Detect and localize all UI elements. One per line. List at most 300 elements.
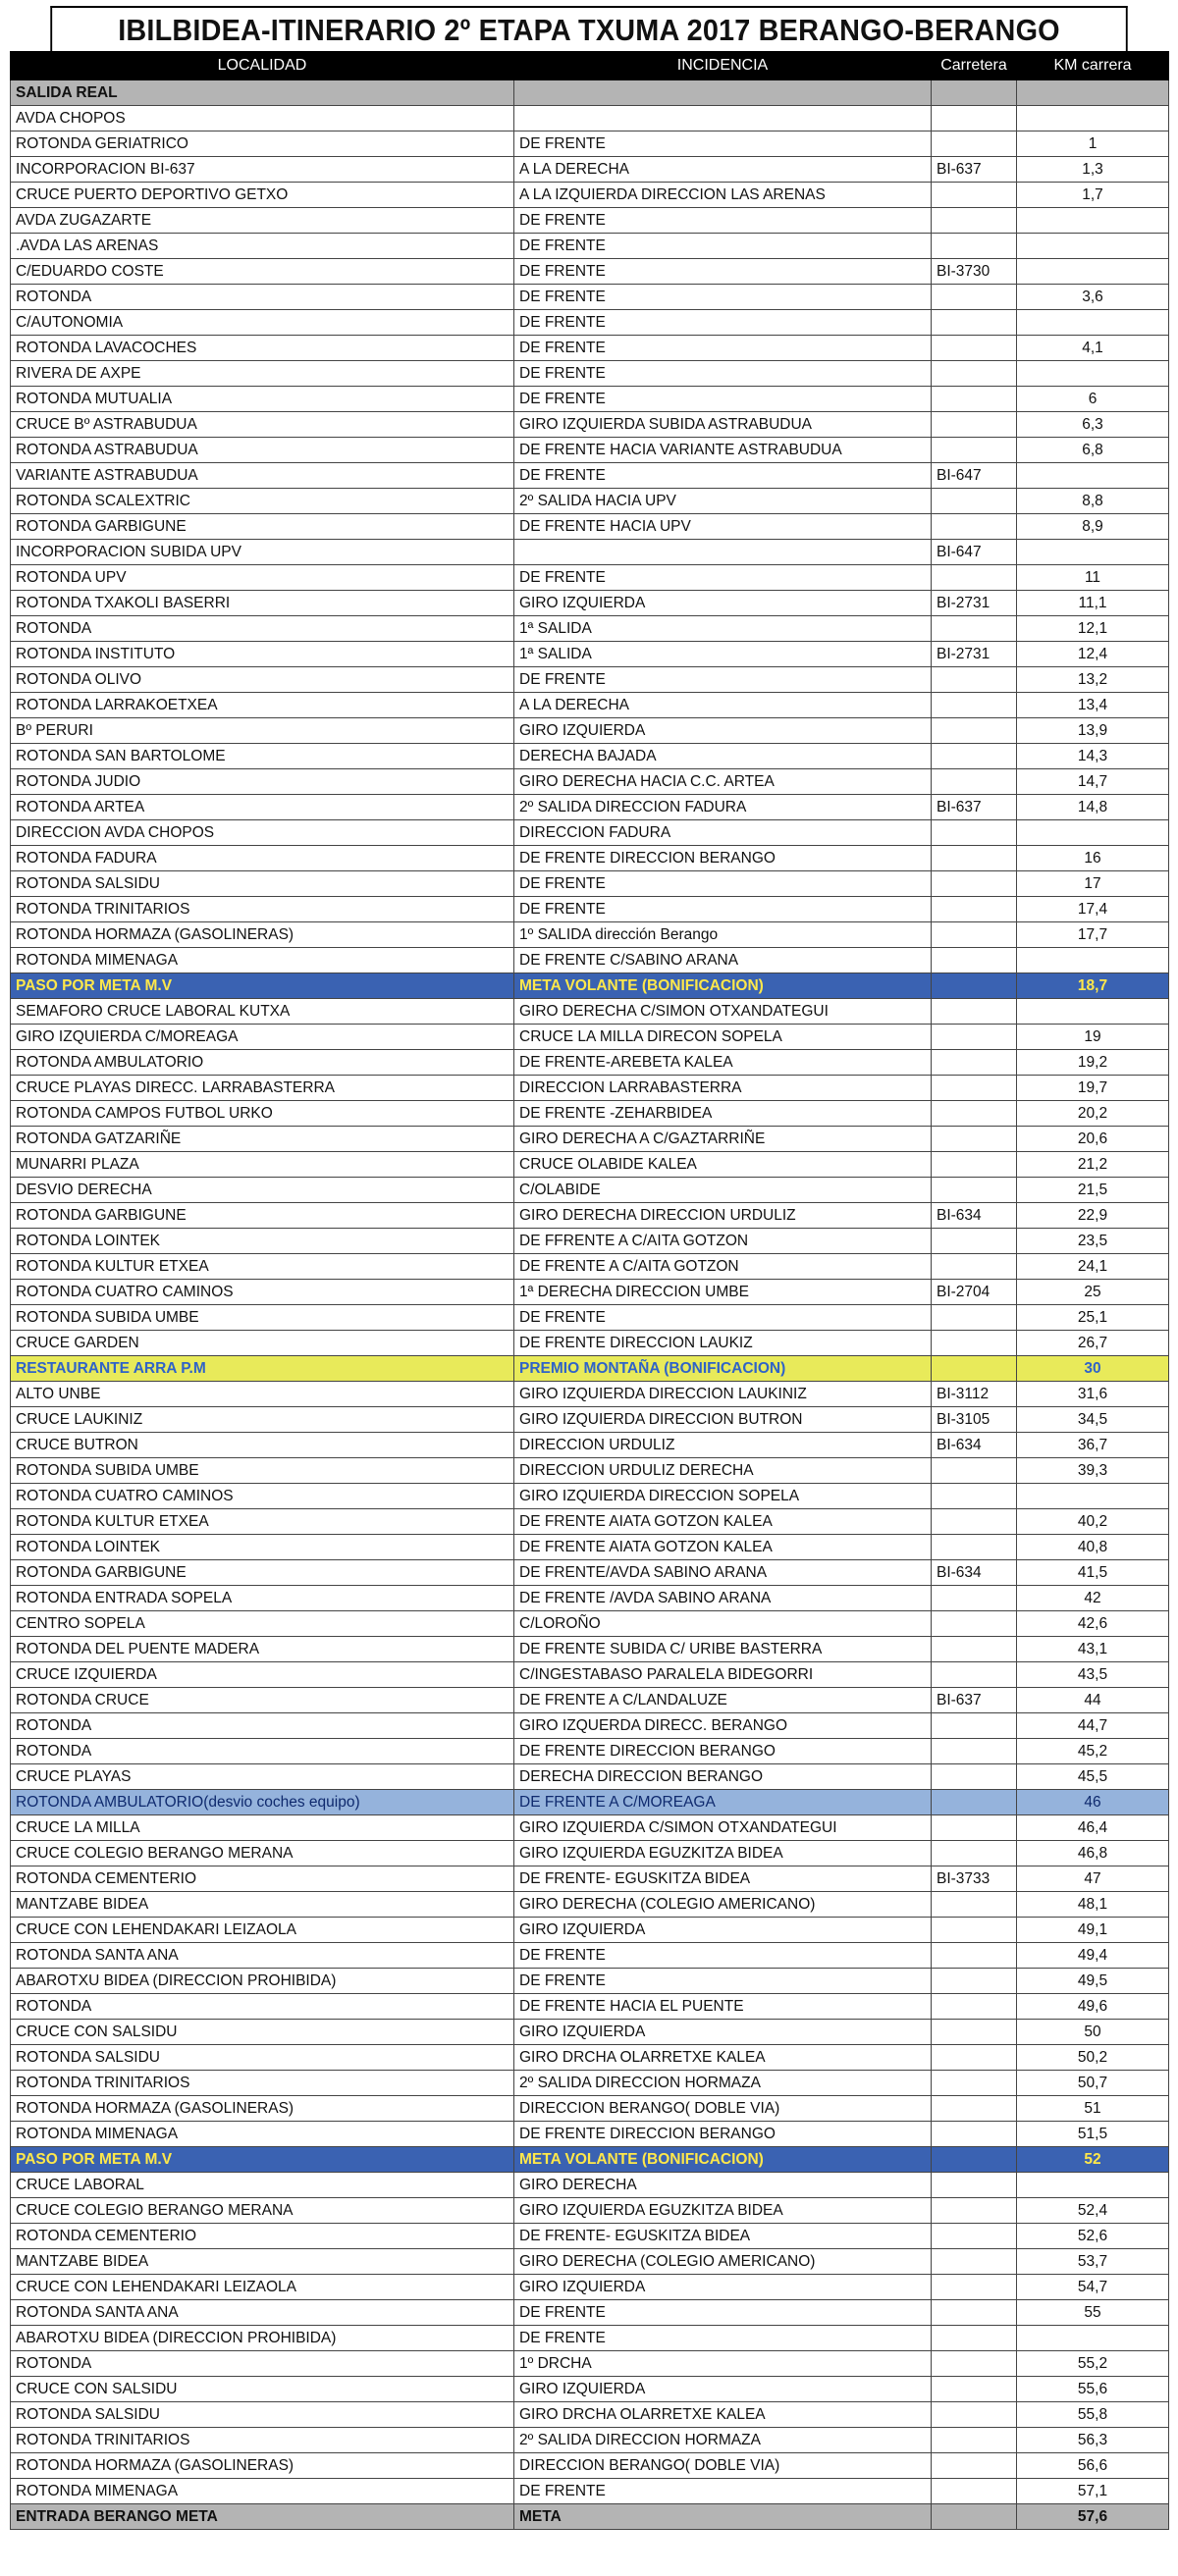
cell-localidad: ROTONDA <box>11 1713 514 1739</box>
cell-km: 46,8 <box>1017 1841 1169 1866</box>
table-row <box>11 1713 1169 1739</box>
table-row <box>11 1407 1169 1433</box>
cell-carretera <box>932 2300 1017 2326</box>
cell-incidencia: 1ª SALIDA <box>514 642 932 667</box>
cell-localidad: ROTONDA LOINTEK <box>11 1535 514 1560</box>
table-row <box>11 2122 1169 2147</box>
cell-incidencia: DE FRENTE HACIA EL PUENTE <box>514 1994 932 2020</box>
cell-carretera <box>932 1535 1017 1560</box>
cell-km: 55 <box>1017 2300 1169 2326</box>
cell-km: 52 <box>1017 2147 1169 2173</box>
cell-localidad: ROTONDA CUATRO CAMINOS <box>11 1484 514 1509</box>
cell-incidencia: META <box>514 2504 932 2530</box>
table-row <box>11 1688 1169 1713</box>
itinerary-sheet <box>10 6 1168 2530</box>
table-row <box>11 1331 1169 1356</box>
cell-incidencia: DE FRENTE DIRECCION LAUKIZ <box>514 1331 932 1356</box>
cell-incidencia: GIRO IZQUIERDA <box>514 591 932 616</box>
cell-incidencia: DE FRENTE A C/AITA GOTZON <box>514 1254 932 1280</box>
table-row <box>11 1969 1169 1994</box>
cell-incidencia: META VOLANTE (BONIFICACION) <box>514 973 932 999</box>
cell-incidencia <box>514 540 932 565</box>
cell-incidencia: DE FRENTE <box>514 310 932 336</box>
cell-km: 17 <box>1017 871 1169 897</box>
cell-localidad: ROTONDA CEMENTERIO <box>11 2224 514 2249</box>
cell-carretera <box>932 769 1017 795</box>
table-row <box>11 183 1169 208</box>
cell-incidencia: DE FRENTE <box>514 208 932 234</box>
cell-localidad: ROTONDA AMBULATORIO <box>11 1050 514 1076</box>
cell-carretera <box>932 1509 1017 1535</box>
table-row <box>11 693 1169 718</box>
cell-incidencia: 1ª DERECHA DIRECCION UMBE <box>514 1280 932 1305</box>
cell-km: 45,5 <box>1017 1764 1169 1790</box>
cell-localidad: CENTRO SOPELA <box>11 1611 514 1637</box>
cell-incidencia: A LA IZQUIERDA DIRECCION LAS ARENAS <box>514 183 932 208</box>
cell-carretera <box>932 1662 1017 1688</box>
cell-km: 14,8 <box>1017 795 1169 820</box>
cell-km: 11,1 <box>1017 591 1169 616</box>
cell-km: 13,4 <box>1017 693 1169 718</box>
cell-incidencia: DE FRENTE A C/LANDALUZE <box>514 1688 932 1713</box>
cell-incidencia: DE FRENTE A C/MOREAGA <box>514 1790 932 1815</box>
cell-localidad: GIRO IZQUIERDA C/MOREAGA <box>11 1025 514 1050</box>
cell-incidencia: 2º SALIDA DIRECCION HORMAZA <box>514 2428 932 2453</box>
cell-localidad: PASO POR META M.V <box>11 973 514 999</box>
cell-localidad: PASO POR META M.V <box>11 2147 514 2173</box>
cell-incidencia: GIRO DERECHA (COLEGIO AMERICANO) <box>514 2249 932 2275</box>
cell-km <box>1017 106 1169 131</box>
cell-incidencia: DE FRENTE AIATA GOTZON KALEA <box>514 1535 932 1560</box>
cell-localidad: ROTONDA KULTUR ETXEA <box>11 1254 514 1280</box>
cell-km: 42,6 <box>1017 1611 1169 1637</box>
cell-carretera <box>932 1076 1017 1101</box>
cell-km <box>1017 820 1169 846</box>
cell-localidad: ROTONDA TXAKOLI BASERRI <box>11 591 514 616</box>
cell-localidad: ROTONDA TRINITARIOS <box>11 897 514 922</box>
column-header-carretera: Carretera <box>932 52 1017 80</box>
cell-carretera <box>932 693 1017 718</box>
cell-incidencia: GIRO DERECHA A C/GAZTARRIÑE <box>514 1127 932 1152</box>
cell-localidad: ROTONDA SALSIDU <box>11 2045 514 2071</box>
cell-localidad: INCORPORACION SUBIDA UPV <box>11 540 514 565</box>
cell-carretera <box>932 412 1017 438</box>
cell-km: 51 <box>1017 2096 1169 2122</box>
cell-km: 8,8 <box>1017 489 1169 514</box>
cell-km <box>1017 234 1169 259</box>
table-row <box>11 387 1169 412</box>
table-row <box>11 259 1169 285</box>
cell-carretera <box>932 922 1017 948</box>
cell-localidad: ROTONDA UPV <box>11 565 514 591</box>
cell-carretera <box>932 718 1017 744</box>
cell-km: 3,6 <box>1017 285 1169 310</box>
cell-localidad: ROTONDA GARBIGUNE <box>11 1203 514 1229</box>
cell-incidencia: DIRECCION URDULIZ <box>514 1433 932 1458</box>
cell-carretera <box>932 489 1017 514</box>
cell-incidencia: GIRO DRCHA OLARRETXE KALEA <box>514 2045 932 2071</box>
cell-carretera: BI-634 <box>932 1203 1017 1229</box>
cell-incidencia: PREMIO MONTAÑA (BONIFICACION) <box>514 1356 932 1382</box>
cell-km: 13,2 <box>1017 667 1169 693</box>
cell-incidencia: DIRECCION URDULIZ DERECHA <box>514 1458 932 1484</box>
cell-carretera <box>932 310 1017 336</box>
cell-km: 46,4 <box>1017 1815 1169 1841</box>
table-row <box>11 1356 1169 1382</box>
cell-incidencia: DE FRENTE <box>514 897 932 922</box>
table-row <box>11 285 1169 310</box>
cell-incidencia: DE FRENTE- EGUSKITZA BIDEA <box>514 2224 932 2249</box>
cell-carretera <box>932 1458 1017 1484</box>
table-row <box>11 769 1169 795</box>
cell-km: 14,7 <box>1017 769 1169 795</box>
cell-localidad: CRUCE LABORAL <box>11 2173 514 2198</box>
cell-km: 20,2 <box>1017 1101 1169 1127</box>
cell-km: 18,7 <box>1017 973 1169 999</box>
table-row <box>11 438 1169 463</box>
table-row <box>11 1025 1169 1050</box>
table-row <box>11 591 1169 616</box>
cell-km <box>1017 208 1169 234</box>
table-row <box>11 80 1169 106</box>
cell-carretera <box>932 2198 1017 2224</box>
cell-km: 19 <box>1017 1025 1169 1050</box>
cell-localidad: ROTONDA MIMENAGA <box>11 2479 514 2504</box>
table-row <box>11 2453 1169 2479</box>
cell-carretera <box>932 897 1017 922</box>
cell-km: 49,6 <box>1017 1994 1169 2020</box>
cell-incidencia: DE FRENTE /AVDA SABINO ARANA <box>514 1586 932 1611</box>
cell-carretera <box>932 2249 1017 2275</box>
cell-localidad: ROTONDA KULTUR ETXEA <box>11 1509 514 1535</box>
cell-km: 39,3 <box>1017 1458 1169 1484</box>
cell-km <box>1017 80 1169 106</box>
cell-km: 1 <box>1017 131 1169 157</box>
cell-km: 6,8 <box>1017 438 1169 463</box>
table-row <box>11 744 1169 769</box>
cell-localidad: ROTONDA AMBULATORIO(desvio coches equipo) <box>11 1790 514 1815</box>
cell-localidad: SALIDA REAL <box>11 80 514 106</box>
table-row <box>11 846 1169 871</box>
table-row <box>11 1509 1169 1535</box>
cell-incidencia: GIRO DERECHA (COLEGIO AMERICANO) <box>514 1892 932 1918</box>
cell-localidad: ROTONDA FADURA <box>11 846 514 871</box>
cell-localidad: ROTONDA SCALEXTRIC <box>11 489 514 514</box>
cell-incidencia: GIRO IZQUIERDA C/SIMON OTXANDATEGUI <box>514 1815 932 1841</box>
cell-km: 30 <box>1017 1356 1169 1382</box>
table-row <box>11 922 1169 948</box>
table-row <box>11 1484 1169 1509</box>
cell-km: 57,6 <box>1017 2504 1169 2530</box>
table-row <box>11 1560 1169 1586</box>
cell-localidad: ROTONDA SALSIDU <box>11 871 514 897</box>
cell-km <box>1017 999 1169 1025</box>
cell-carretera <box>932 514 1017 540</box>
cell-carretera <box>932 234 1017 259</box>
cell-localidad: SEMAFORO CRUCE LABORAL KUTXA <box>11 999 514 1025</box>
cell-incidencia: 2º SALIDA DIRECCION FADURA <box>514 795 932 820</box>
cell-incidencia: DE FRENTE <box>514 131 932 157</box>
cell-km <box>1017 2173 1169 2198</box>
cell-carretera <box>932 2275 1017 2300</box>
cell-incidencia: DE FRENTE DIRECCION BERANGO <box>514 846 932 871</box>
cell-carretera <box>932 2428 1017 2453</box>
cell-carretera <box>932 285 1017 310</box>
cell-km: 25,1 <box>1017 1305 1169 1331</box>
cell-localidad: ROTONDA <box>11 1739 514 1764</box>
table-row <box>11 1841 1169 1866</box>
cell-carretera <box>932 846 1017 871</box>
cell-incidencia: DE FRENTE <box>514 463 932 489</box>
table-row <box>11 1458 1169 1484</box>
cell-carretera <box>932 1127 1017 1152</box>
cell-localidad: ROTONDA GERIATRICO <box>11 131 514 157</box>
cell-localidad: ABAROTXU BIDEA (DIRECCION PROHIBIDA) <box>11 1969 514 1994</box>
cell-km: 36,7 <box>1017 1433 1169 1458</box>
table-row <box>11 2428 1169 2453</box>
cell-carretera <box>932 2045 1017 2071</box>
cell-localidad: ABAROTXU BIDEA (DIRECCION PROHIBIDA) <box>11 2326 514 2351</box>
cell-carretera <box>932 183 1017 208</box>
cell-incidencia: DE FRENTE <box>514 387 932 412</box>
cell-carretera <box>932 616 1017 642</box>
cell-incidencia: DE FRENTE <box>514 667 932 693</box>
cell-incidencia: DE FRENTE HACIA VARIANTE ASTRABUDUA <box>514 438 932 463</box>
cell-carretera: BI-637 <box>932 1688 1017 1713</box>
cell-localidad: ROTONDA ASTRABUDUA <box>11 438 514 463</box>
cell-km: 43,5 <box>1017 1662 1169 1688</box>
cell-km: 34,5 <box>1017 1407 1169 1433</box>
cell-carretera <box>932 744 1017 769</box>
table-row <box>11 2020 1169 2045</box>
table-row <box>11 412 1169 438</box>
table-row <box>11 2326 1169 2351</box>
cell-localidad: CRUCE PUERTO DEPORTIVO GETXO <box>11 183 514 208</box>
cell-localidad: MANTZABE BIDEA <box>11 1892 514 1918</box>
cell-incidencia <box>514 80 932 106</box>
cell-km: 49,4 <box>1017 1943 1169 1969</box>
cell-localidad: ROTONDA MIMENAGA <box>11 2122 514 2147</box>
table-row <box>11 1178 1169 1203</box>
cell-localidad: CRUCE CON LEHENDAKARI LEIZAOLA <box>11 1918 514 1943</box>
cell-km: 44,7 <box>1017 1713 1169 1739</box>
table-row <box>11 2275 1169 2300</box>
cell-localidad: CRUCE COLEGIO BERANGO MERANA <box>11 2198 514 2224</box>
cell-km <box>1017 361 1169 387</box>
cell-localidad: ALTO UNBE <box>11 1382 514 1407</box>
cell-km <box>1017 259 1169 285</box>
cell-localidad: Bº PERURI <box>11 718 514 744</box>
cell-carretera <box>932 208 1017 234</box>
cell-carretera <box>932 667 1017 693</box>
cell-carretera <box>932 565 1017 591</box>
table-row <box>11 897 1169 922</box>
cell-km: 44 <box>1017 1688 1169 1713</box>
cell-km: 57,1 <box>1017 2479 1169 2504</box>
table-row <box>11 2224 1169 2249</box>
cell-incidencia: C/LOROÑO <box>514 1611 932 1637</box>
cell-carretera <box>932 131 1017 157</box>
cell-carretera <box>932 1790 1017 1815</box>
cell-km: 17,7 <box>1017 922 1169 948</box>
cell-localidad: DIRECCION AVDA CHOPOS <box>11 820 514 846</box>
table-row <box>11 999 1169 1025</box>
cell-carretera <box>932 2096 1017 2122</box>
table-row <box>11 2402 1169 2428</box>
cell-carretera: BI-2731 <box>932 642 1017 667</box>
cell-carretera <box>932 1356 1017 1382</box>
cell-localidad: ROTONDA JUDIO <box>11 769 514 795</box>
table-row <box>11 1229 1169 1254</box>
cell-localidad: CRUCE PLAYAS DIRECC. LARRABASTERRA <box>11 1076 514 1101</box>
table-row <box>11 667 1169 693</box>
cell-carretera <box>932 2173 1017 2198</box>
cell-localidad: ROTONDA GARBIGUNE <box>11 514 514 540</box>
cell-incidencia: DE FRENTE C/SABINO ARANA <box>514 948 932 973</box>
cell-localidad: CRUCE Bº ASTRABUDUA <box>11 412 514 438</box>
cell-carretera <box>932 1637 1017 1662</box>
cell-localidad: ENTRADA BERANGO META <box>11 2504 514 2530</box>
cell-incidencia: GIRO IZQUIERDA DIRECCION LAUKINIZ <box>514 1382 932 1407</box>
table-row <box>11 310 1169 336</box>
column-header-km: KM carrera <box>1017 52 1169 80</box>
cell-km: 13,9 <box>1017 718 1169 744</box>
cell-incidencia: DIRECCION BERANGO( DOBLE VIA) <box>514 2453 932 2479</box>
cell-incidencia: GIRO DERECHA DIRECCION URDULIZ <box>514 1203 932 1229</box>
cell-carretera: BI-634 <box>932 1560 1017 1586</box>
cell-carretera <box>932 2453 1017 2479</box>
cell-incidencia: DE FRENTE <box>514 259 932 285</box>
cell-incidencia: GIRO IZQUIERDA DIRECCION SOPELA <box>514 1484 932 1509</box>
cell-km: 25 <box>1017 1280 1169 1305</box>
cell-incidencia: DE FRENTE <box>514 234 932 259</box>
cell-incidencia: 2º SALIDA HACIA UPV <box>514 489 932 514</box>
table-row <box>11 1611 1169 1637</box>
cell-km: 50,7 <box>1017 2071 1169 2096</box>
cell-incidencia: META VOLANTE (BONIFICACION) <box>514 2147 932 2173</box>
cell-localidad: CRUCE CON SALSIDU <box>11 2377 514 2402</box>
cell-carretera <box>932 1943 1017 1969</box>
table-row <box>11 1586 1169 1611</box>
cell-carretera: BI-3730 <box>932 259 1017 285</box>
cell-carretera: BI-3112 <box>932 1382 1017 1407</box>
cell-incidencia: C/INGESTABASO PARALELA BIDEGORRI <box>514 1662 932 1688</box>
cell-km: 19,2 <box>1017 1050 1169 1076</box>
cell-carretera <box>932 2224 1017 2249</box>
cell-incidencia: 1ª SALIDA <box>514 616 932 642</box>
cell-km: 52,4 <box>1017 2198 1169 2224</box>
cell-localidad: ROTONDA CAMPOS FUTBOL URKO <box>11 1101 514 1127</box>
cell-km: 1,3 <box>1017 157 1169 183</box>
cell-km: 12,4 <box>1017 642 1169 667</box>
table-row <box>11 463 1169 489</box>
cell-incidencia: DE FRENTE -ZEHARBIDEA <box>514 1101 932 1127</box>
cell-km: 55,6 <box>1017 2377 1169 2402</box>
cell-km: 49,5 <box>1017 1969 1169 1994</box>
cell-carretera <box>932 2402 1017 2428</box>
cell-incidencia <box>514 106 932 131</box>
cell-incidencia: GIRO IZQUIERDA EGUZKITZA BIDEA <box>514 2198 932 2224</box>
cell-carretera <box>932 336 1017 361</box>
cell-km: 51,5 <box>1017 2122 1169 2147</box>
cell-localidad: ROTONDA LARRAKOETXEA <box>11 693 514 718</box>
cell-km <box>1017 1484 1169 1509</box>
table-row <box>11 1892 1169 1918</box>
cell-carretera <box>932 2020 1017 2045</box>
table-row <box>11 2479 1169 2504</box>
cell-carretera <box>932 1841 1017 1866</box>
cell-km: 55,2 <box>1017 2351 1169 2377</box>
table-row <box>11 973 1169 999</box>
table-row <box>11 131 1169 157</box>
cell-km: 6 <box>1017 387 1169 412</box>
cell-carretera <box>932 1484 1017 1509</box>
cell-incidencia: GIRO IZQUIERDA <box>514 2275 932 2300</box>
table-row <box>11 234 1169 259</box>
cell-km: 50 <box>1017 2020 1169 2045</box>
cell-localidad: ROTONDA GATZARIÑE <box>11 1127 514 1152</box>
table-row <box>11 2045 1169 2071</box>
table-row <box>11 1918 1169 1943</box>
cell-incidencia: DE FRENTE AIATA GOTZON KALEA <box>514 1509 932 1535</box>
cell-incidencia: DE FRENTE <box>514 2326 932 2351</box>
cell-localidad: MANTZABE BIDEA <box>11 2249 514 2275</box>
cell-incidencia: DE FRENTE- EGUSKITZA BIDEA <box>514 1866 932 1892</box>
cell-incidencia: DE FRENTE <box>514 565 932 591</box>
table-row <box>11 1254 1169 1280</box>
cell-km: 53,7 <box>1017 2249 1169 2275</box>
cell-carretera <box>932 871 1017 897</box>
cell-incidencia: DE FRENTE <box>514 2300 932 2326</box>
table-row <box>11 489 1169 514</box>
cell-km: 26,7 <box>1017 1331 1169 1356</box>
cell-incidencia: DIRECCION LARRABASTERRA <box>514 1076 932 1101</box>
cell-localidad: ROTONDA MUTUALIA <box>11 387 514 412</box>
cell-carretera <box>932 1586 1017 1611</box>
cell-carretera <box>932 106 1017 131</box>
cell-km: 22,9 <box>1017 1203 1169 1229</box>
cell-incidencia: DE FRENTE <box>514 336 932 361</box>
cell-km: 24,1 <box>1017 1254 1169 1280</box>
table-row <box>11 2071 1169 2096</box>
cell-localidad: CRUCE CON SALSIDU <box>11 2020 514 2045</box>
cell-incidencia: GIRO IZQUIERDA <box>514 718 932 744</box>
cell-localidad: ROTONDA DEL PUENTE MADERA <box>11 1637 514 1662</box>
cell-localidad: ROTONDA TRINITARIOS <box>11 2071 514 2096</box>
cell-km: 50,2 <box>1017 2045 1169 2071</box>
cell-carretera: BI-637 <box>932 795 1017 820</box>
cell-carretera <box>932 438 1017 463</box>
cell-carretera <box>932 1892 1017 1918</box>
cell-localidad: ROTONDA SANTA ANA <box>11 2300 514 2326</box>
cell-localidad: ROTONDA <box>11 616 514 642</box>
cell-km: 43,1 <box>1017 1637 1169 1662</box>
cell-incidencia: DIRECCION BERANGO( DOBLE VIA) <box>514 2096 932 2122</box>
table-row <box>11 540 1169 565</box>
cell-incidencia: DE FRENTE HACIA UPV <box>514 514 932 540</box>
cell-carretera <box>932 999 1017 1025</box>
cell-localidad: MUNARRI PLAZA <box>11 1152 514 1178</box>
cell-km: 40,8 <box>1017 1535 1169 1560</box>
cell-km: 11 <box>1017 565 1169 591</box>
cell-carretera <box>932 1025 1017 1050</box>
cell-km: 42 <box>1017 1586 1169 1611</box>
cell-localidad: ROTONDA SUBIDA UMBE <box>11 1305 514 1331</box>
cell-km <box>1017 948 1169 973</box>
cell-localidad: AVDA CHOPOS <box>11 106 514 131</box>
cell-km: 1,7 <box>1017 183 1169 208</box>
table-row <box>11 1637 1169 1662</box>
